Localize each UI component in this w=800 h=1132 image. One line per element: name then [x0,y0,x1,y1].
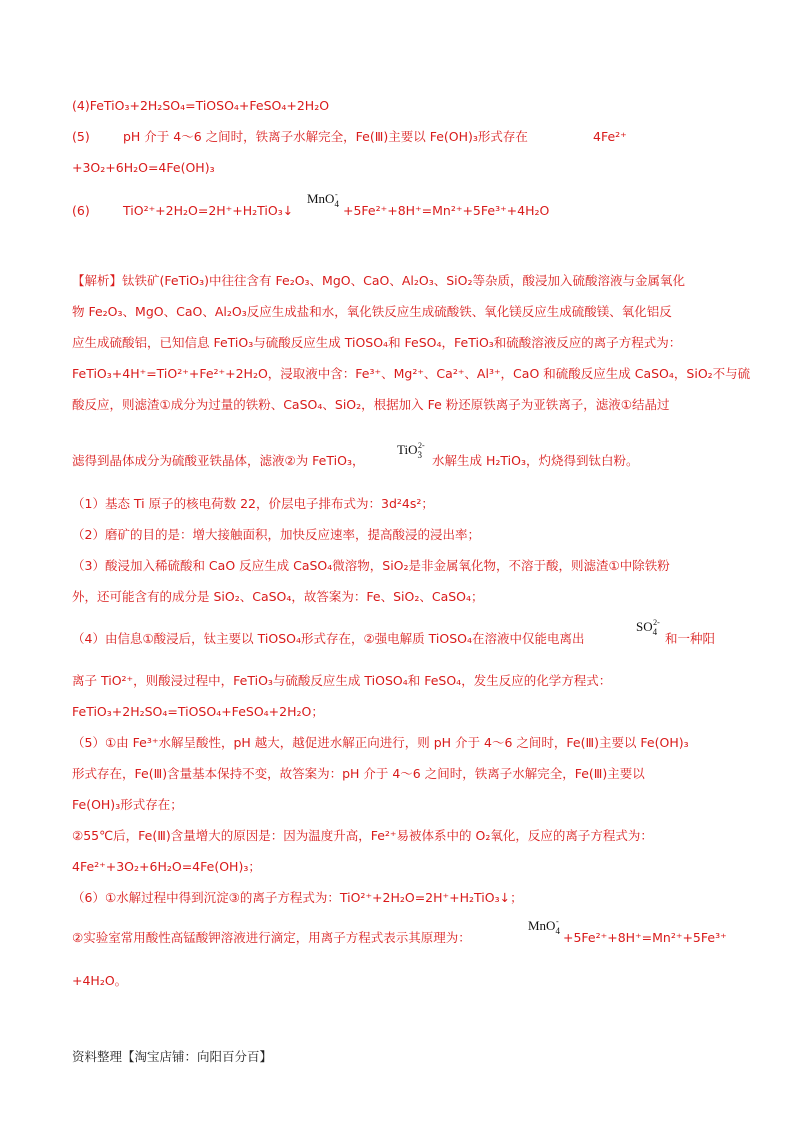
answer-5-text: pH 介于 4～6 之间时，铁离子水解完全，Fe(Ⅲ)主要以 Fe(OH)₃形式存在 [123,129,528,144]
answer-4: (4)FeTiO₃+2H₂SO₄=TiOSO₄+FeSO₄+2H₂O [72,98,330,113]
q2-text: （2）磨矿的目的是：增大接触面积，加快反应速率，提高酸浸的浸出率； [72,527,480,542]
analysis-line-1: 【解析】钛铁矿(FeTiO₃)中往往含有 Fe₂O₃、MgO、CaO、Al₂O₃、SiO₂等杂质，酸浸加入硫酸溶液与金属氧化 [72,273,685,288]
q1-text: （1）基态 Ti 原子的核电荷数 22，价层电子排布式为：3d²4s²； [72,496,434,511]
q5-line-4: ②55℃后，Fe(Ⅲ)含量增大的原因是：因为温度升高，Fe²⁺易被体系中的 O₂氧化，反应的离子方程式为： [72,828,653,843]
q3-line-1: （3）酸浸加入稀硫酸和 CaO 反应生成 CaSO₄微溶物，SiO₂是非金属氧化物，不溶于酸，则滤渣①中除铁粉 [72,558,670,573]
analysis-line-2: 物 Fe₂O₃、MgO、CaO、Al₂O₃反应生成盐和水，氧化铁反应生成硫酸铁、氧化镁反应生成硫酸镁、氧化铝反 [72,304,672,319]
answer-5-num: (5) [72,129,90,144]
answer-6-num: (6) [72,203,90,218]
q5-line-3: Fe(OH)₃形式存在； [72,797,183,812]
q4-line-2: 离子 TiO²⁺，则酸浸过程中，FeTiO₃与硫酸反应生成 TiOSO₄和 FeSO₄，发生反应的化学方程式： [72,673,612,688]
analysis-line-3: 应生成硫酸铝，已知信息 FeTiO₃与硫酸反应生成 TiOSO₄和 FeSO₄，FeTiO₃和硫酸溶液反应的离子方程式为： [72,335,682,350]
titanate-formula: TiO$_3^{2-}$ [397,441,425,460]
analysis-line-4: FeTiO₃+4H⁺=TiO²⁺+Fe²⁺+2H₂O，浸取液中含：Fe³⁺、Mg²⁺、Ca²⁺、Al³⁺，CaO 和硫酸反应生成 CaSO₄，SiO₂不与硫 [72,366,751,381]
permanganate-formula-2: MnO$_4$- [528,917,560,936]
q5-line-1: （5）①由 Fe³⁺水解呈酸性，pH 越大，越促进水解正向进行，则 pH 介于 4～6 之间时，Fe(Ⅲ)主要以 Fe(OH)₃ [72,735,689,750]
analysis-line-5: 酸反应，则滤渣①成分为过量的铁粉、CaSO₄、SiO₂，根据加入 Fe 粉还原铁离子为亚铁离子，滤液①结晶过 [72,397,670,412]
q3-line-2: 外，还可能含有的成分是 SiO₂、CaSO₄，故答案为：Fe、SiO₂、CaSO₄； [72,589,484,604]
answer-5-eq-end: +3O₂+6H₂O=4Fe(OH)₃ [72,160,215,175]
q6-line-2a: ②实验室常用酸性高锰酸钾溶液进行滴定，用离子方程式表示其原理为： [72,930,471,945]
q4-line-3: FeTiO₃+2H₂SO₄=TiOSO₄+FeSO₄+2H₂O； [72,704,324,719]
answer-6-eq1: TiO²⁺+2H₂O=2H⁺+H₂TiO₃↓ [123,203,294,218]
q6-line-2b: +5Fe²⁺+8H⁺=Mn²⁺+5Fe³⁺ [563,930,727,945]
q4-line-1b: 和一种阳 [665,631,716,646]
q5-line-5: 4Fe²⁺+3O₂+6H₂O=4Fe(OH)₃； [72,859,261,874]
q5-line-2: 形式存在，Fe(Ⅲ)含量基本保持不变，故答案为：pH 介于 4～6 之间时，铁离子水解完全，Fe(Ⅲ)主要以 [72,766,645,781]
q4-line-1a: （4）由信息①酸浸后，钛主要以 TiOSO₄形式存在，②强电解质 TiOSO₄在溶液中仅能电离出 [72,631,585,646]
q6-line-1: （6）①水解过程中得到沉淀③的离子方程式为：TiO²⁺+2H₂O=2H⁺+H₂TiO₃↓； [72,890,523,905]
footer-source: 资料整理【淘宝店铺：向阳百分百】 [72,1049,273,1064]
answer-6-eq2: +5Fe²⁺+8H⁺=Mn²⁺+5Fe³⁺+4H₂O [343,203,550,218]
analysis-line-6b: 水解生成 H₂TiO₃，灼烧得到钛白粉。 [432,453,639,468]
answer-5-eq-start: 4Fe²⁺ [593,129,627,144]
permanganate-formula: MnO$_4$- [307,190,339,209]
analysis-line-6a: 滤得到晶体成分为硫酸亚铁晶体，滤液②为 FeTiO₃， [72,453,365,468]
q6-line-3: +4H₂O。 [72,973,128,988]
sulfate-formula: $SO_4^{2-}$ [636,618,660,637]
